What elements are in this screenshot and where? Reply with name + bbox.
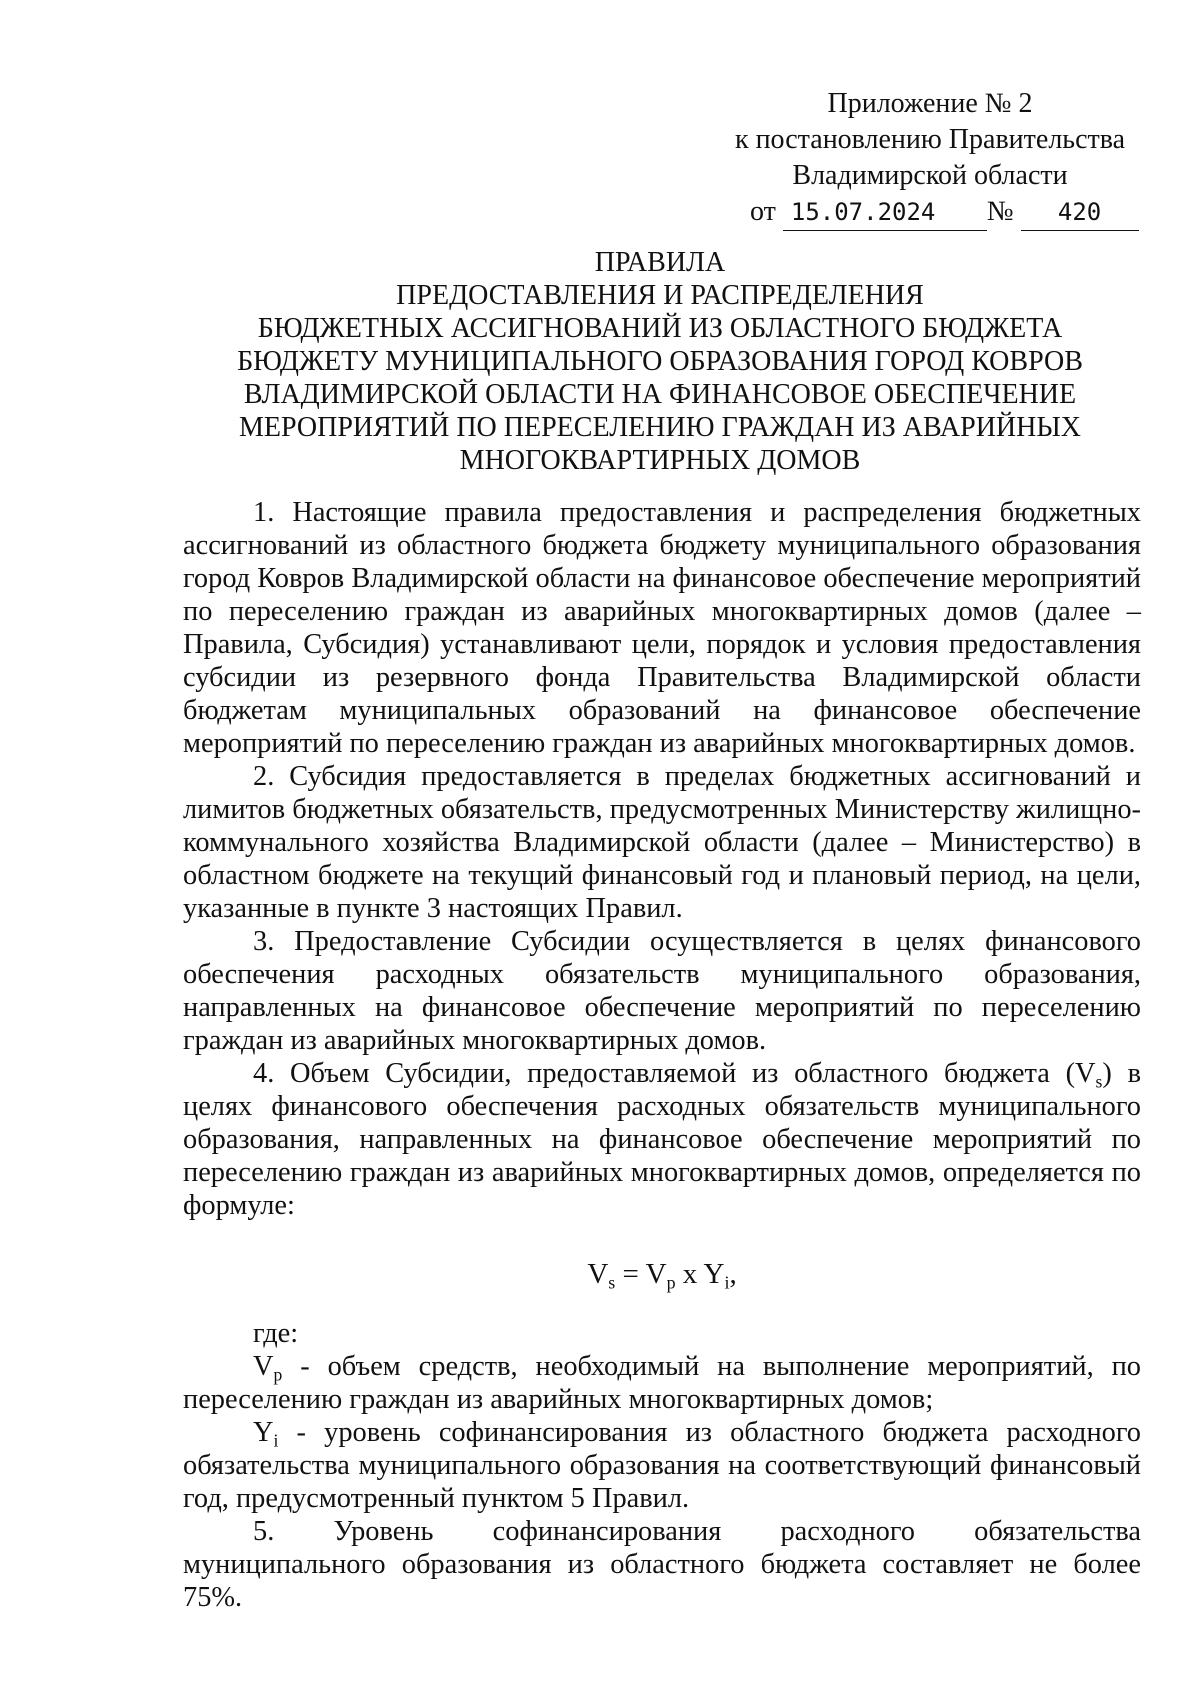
title-line: ПРАВИЛА bbox=[594, 247, 726, 278]
document-title bbox=[180, 246, 1140, 477]
formula-yi: Y bbox=[703, 1258, 725, 1290]
formula-vp-sub: p bbox=[666, 1272, 676, 1293]
yi-symbol: Y bbox=[253, 1417, 274, 1448]
formula-times: x bbox=[675, 1258, 704, 1290]
p4-subscript: s bbox=[1095, 1071, 1103, 1092]
definition-vp bbox=[183, 1350, 1141, 1416]
resolution-date: 15.07.2024 bbox=[783, 194, 987, 231]
formula-yi-sub: i bbox=[724, 1272, 730, 1293]
vp-definition-text: - объем средств, необходимый на выполнение мероприятий, по переселению граждан из аварийных многоквартирных домов; bbox=[183, 1351, 1141, 1415]
formula-lhs: V bbox=[587, 1258, 609, 1290]
appendix-date-line bbox=[720, 194, 1140, 231]
appendix-header bbox=[720, 86, 1140, 231]
appendix-line-2: к постановлению Правительства bbox=[734, 124, 1126, 155]
yi-definition-text: - уровень софинансирования из областного бюджета расходного обязательства муниципального образования на соответствующий финансовый год, предусмотренный пунктом 5 Правил. bbox=[183, 1417, 1141, 1514]
paragraph-1: 1. Настоящие правила предоставления и распределения бюджетных ассигнований из областного бюджета бюджету муниципального образования город Ковров Владимирской области на финансовое обеспечение мероприятий по переселению граждан из аварийных многоквартирных домов (далее – Правила, Субсидия) устанавливают цели, порядок и условия предоставления субсидии из резервного фонда Правительства Владимирской области бюджетам муниципальных образований на финансовое обеспечение мероприятий по переселению граждан из аварийных многоквартирных домов. bbox=[183, 497, 1141, 759]
paragraph-3: 3. Предоставление Субсидии осуществляется в целях финансового обеспечения расходных обязательств муниципального образования, направленных на финансовое обеспечение мероприятий по переселению граждан из аварийных многоквартирных домов. bbox=[183, 926, 1141, 1056]
title-line: БЮДЖЕТУ МУНИЦИПАЛЬНОГО ОБРАЗОВАНИЯ ГОРОД КОВРОВ bbox=[237, 346, 1083, 377]
formula-tail: , bbox=[729, 1258, 737, 1290]
p4-text-start: 4. Объем Субсидии, предоставляемой из областного бюджета (V bbox=[253, 1058, 1096, 1089]
subsidy-formula bbox=[183, 1258, 1141, 1291]
resolution-number: 420 bbox=[1021, 194, 1139, 231]
paragraph-2: 2. Субсидия предоставляется в пределах бюджетных ассигнований и лимитов бюджетных обязательств, предусмотренных Министерству жилищно-коммунального хозяйства Владимирской области (далее – Министерство) в областном бюджете на текущий финансовый год и плановый период, на цели, указанные в пункте 3 настоящих Правил. bbox=[183, 761, 1141, 924]
where-label: где: bbox=[253, 1318, 299, 1349]
formula-lhs-sub: s bbox=[608, 1272, 616, 1293]
paragraph-5: 5. Уровень софинансирования расходного обязательства муниципального образования из областного бюджета составляет не более 75%. bbox=[183, 1516, 1141, 1613]
formula-eq: = bbox=[615, 1258, 646, 1290]
date-prefix: от bbox=[750, 196, 776, 227]
title-line: ПРЕДОСТАВЛЕНИЯ И РАСПРЕДЕЛЕНИЯ bbox=[396, 280, 924, 311]
definition-yi bbox=[183, 1416, 1141, 1515]
appendix-title: Приложение № 2 bbox=[827, 88, 1033, 119]
number-sign: № bbox=[986, 196, 1014, 227]
title-line: ВЛАДИМИРСКОЙ ОБЛАСТИ НА ФИНАНСОВОЕ ОБЕСПЕЧЕНИЕ bbox=[243, 379, 1077, 410]
title-line: БЮДЖЕТНЫХ АССИГНОВАНИЙ ИЗ ОБЛАСТНОГО БЮДЖЕТА bbox=[257, 313, 1063, 344]
vp-symbol: V bbox=[253, 1351, 274, 1382]
vp-symbol-sub: p bbox=[273, 1364, 283, 1385]
document-body bbox=[183, 496, 1141, 1614]
appendix-line-3: Владимирской области bbox=[792, 160, 1068, 191]
p4-text-end: ) в целях финансового обеспечения расходных обязательств муниципального образования, направленных на финансовое обеспечение мероприятий по переселению граждан из аварийных многоквартирных домов, определяется по формуле: bbox=[183, 1058, 1141, 1221]
title-line: МЕРОПРИЯТИЙ ПО ПЕРЕСЕЛЕНИЮ ГРАЖДАН ИЗ АВАРИЙНЫХ bbox=[238, 412, 1082, 443]
title-line: МНОГОКВАРТИРНЫХ ДОМОВ bbox=[459, 445, 861, 476]
yi-symbol-sub: i bbox=[273, 1430, 279, 1451]
formula-vp: V bbox=[645, 1258, 667, 1290]
paragraph-4 bbox=[183, 1057, 1141, 1222]
